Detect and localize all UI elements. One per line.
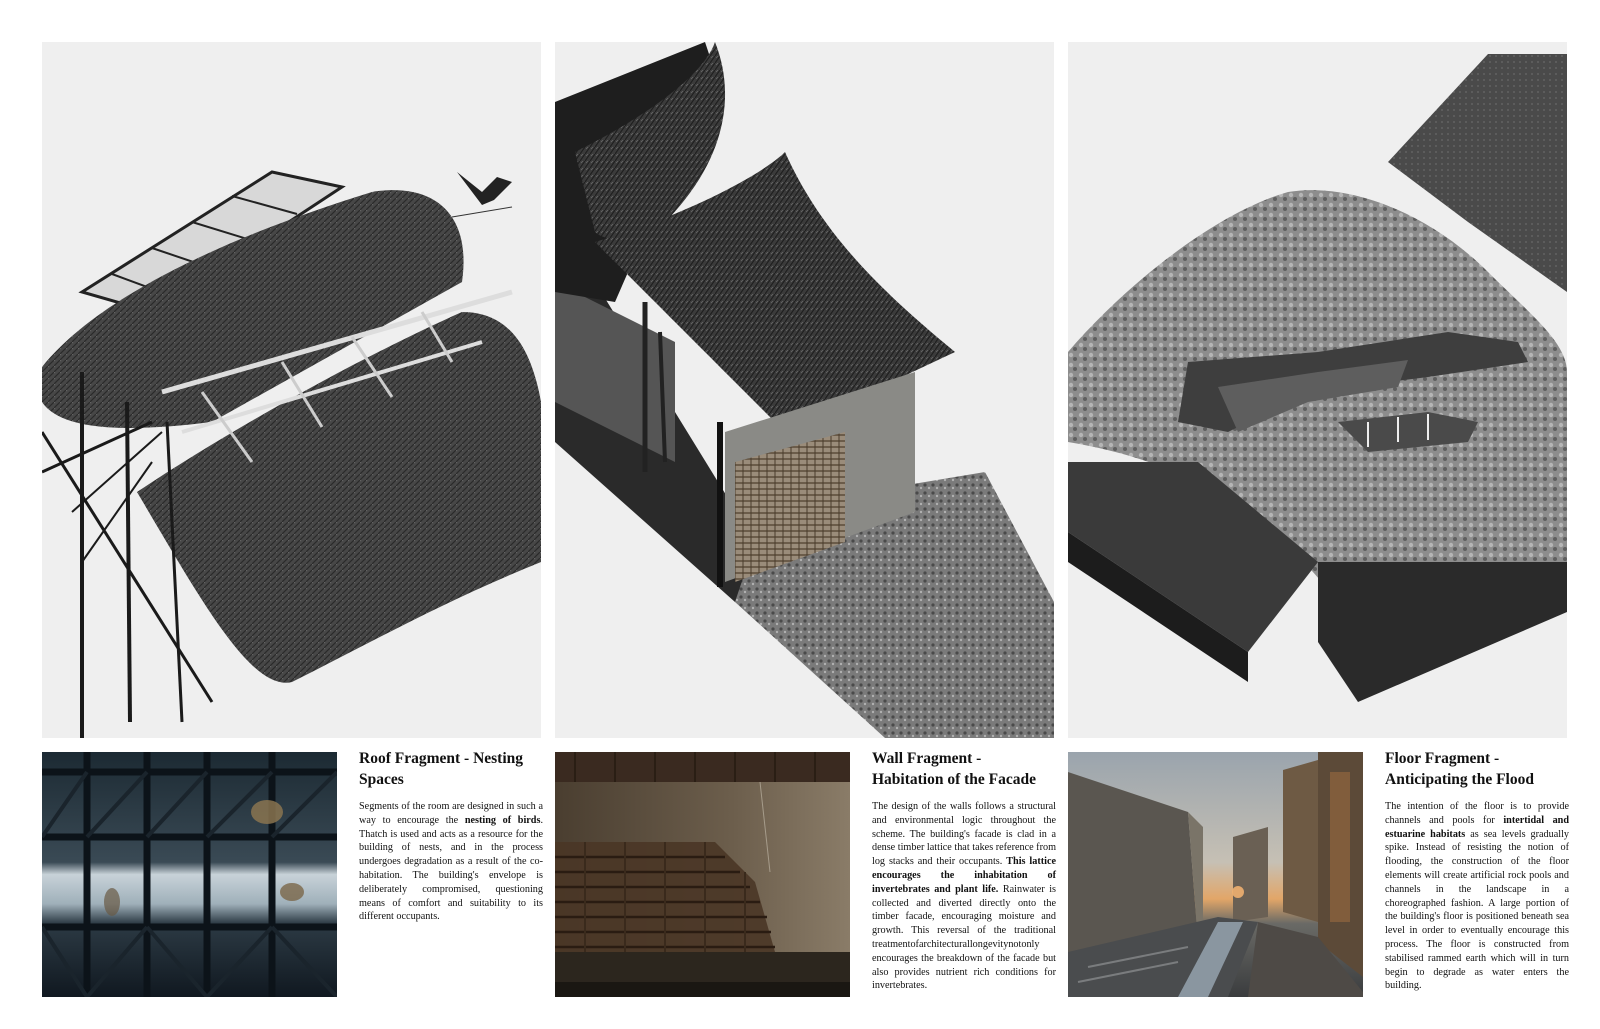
wall-fragment-heading: Wall Fragment - Habitation of the Facade: [872, 750, 1037, 788]
wall-fragment-body: The design of the walls follows a structural and environmental logic throughout the scheme. The building's facade is clad in a dense timber lattice that takes reference from log stacks and their occupants. This lattice encourages the inhabitation of invertebrates and plant life. Rainwater is collected and diverted directly onto the timber facade, encouraging moisture and growth. This reversal of the traditional treatmentofarchitecturallongevitynotonly encourages the breakdown of the facade but also provides nutrient rich conditions for invertebrates.: [872, 801, 1057, 992]
floor-fragment-heading: Floor Fragment - Anticipating the Flood: [1385, 750, 1534, 788]
roof-fragment-body: Segments of the room are designed in such a way to encourage the nesting of birds. Thatch is used and acts as a resource for the building of nests, and in the process undergoes degradation as a result of the co-habitation. The building's envelope is deliberately compromised, questioning means of comfort and suitability to its different occupants.: [359, 801, 543, 923]
roof-fragment-heading: Roof Fragment - Nesting Spaces: [359, 750, 524, 788]
floor-fragment-render: [1068, 42, 1567, 738]
floor-fragment-description: [1385, 748, 1569, 993]
wall-fragment-description: [872, 748, 1056, 993]
floor-fragment-photo: [1068, 752, 1363, 997]
roof-fragment-render: [42, 42, 541, 738]
floor-fragment-body: The intention of the floor is to provide channels and pools for intertidal and estuarine habitats as sea levels gradually spike. Instead of resisting the notion of flooding, the construction of the floor elements will create artificial rock pools and channels in the landscape in a choreographed fashion. A large portion of the building's floor is positioned beneath sea level in order to eventually encourage this process. The floor is constructed from stabilised rammed earth which will in turn begin to degrade as water enters the building.: [1385, 801, 1570, 992]
roof-fragment-photo: [42, 752, 337, 997]
roof-fragment-description: [359, 748, 543, 924]
wall-fragment-render: [555, 42, 1054, 738]
wall-fragment-photo: [555, 752, 850, 997]
